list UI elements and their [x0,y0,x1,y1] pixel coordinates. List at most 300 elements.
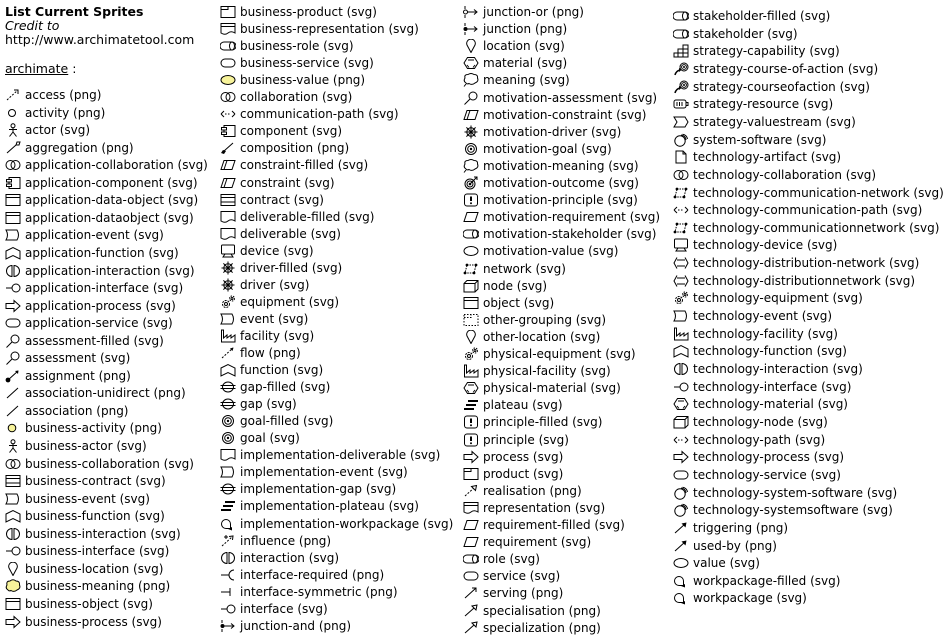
facility-icon [673,327,689,341]
collaboration-icon [5,158,21,172]
sprite-entry [673,62,878,76]
resource-icon [673,97,689,111]
sprite-label: technology-communication-network (svg) [693,185,944,200]
node-icon [463,279,479,293]
sprite-label: physical-equipment (svg) [483,347,636,361]
sprite-label: business-product (svg) [240,5,377,19]
sprite-entry [463,262,566,276]
sprite-label: stakeholder (svg) [693,26,798,41]
interface-icon [673,380,689,394]
sprite-label: representation (svg) [483,500,606,515]
sprite-entry [220,346,301,360]
sprite-entry [673,574,840,588]
sprite-label: business-object (svg) [25,596,153,611]
role-icon [220,39,236,53]
section-name: archimate [5,61,69,76]
sprite-label: physical-material (svg) [483,381,621,396]
function-icon [5,246,21,260]
gap-icon [220,482,236,496]
sprite-label: association (png) [25,403,129,418]
sprite-label: implementation-plateau (svg) [240,499,419,514]
component-icon [220,124,236,138]
sprite-entry [220,465,408,479]
sprite-entry [673,186,944,200]
sprite-label: application-interaction (svg) [25,263,195,278]
sprite-entry [220,534,331,548]
junction-and-icon [220,619,236,633]
sprite-label: function (svg) [240,363,324,378]
sprite-label: application-collaboration (svg) [25,158,208,173]
sprite-entry [673,80,870,94]
sprite-entry [673,380,851,394]
sprite-label: activity (png) [25,105,106,120]
workpackage-icon [673,591,689,605]
role-icon [463,552,479,566]
sprite-entry [673,521,788,535]
role-icon [463,227,479,241]
sprite-entry [673,221,939,235]
section-colon: : [68,61,77,76]
sprite-entry [463,398,563,412]
sprite-entry [463,381,621,395]
principle-icon [463,433,479,447]
sprite-entry [5,562,163,576]
sprite-entry [220,499,419,513]
outcome-icon [463,176,479,190]
sprite-label: deliverable (svg) [240,226,341,241]
sprite-entry [5,509,165,523]
sprite-entry [220,261,342,275]
sprite-entry [673,238,837,252]
sprite-entry [463,569,560,583]
interaction-icon [673,362,689,376]
sprite-entry [220,193,324,207]
sprite-label: motivation-driver (svg) [483,124,622,139]
sprite-label: technology-communicationnetwork (svg) [693,220,940,235]
sprite-label: business-actor (svg) [25,439,147,453]
sprite-label: business-service (svg) [240,56,374,71]
collaboration-icon [5,457,21,471]
sprite-label: event (svg) [240,311,309,326]
sprite-label: collaboration (svg) [240,90,353,105]
sprite-entry [220,363,323,377]
sprite-entry [5,246,179,260]
triggering-icon [673,539,689,553]
sprite-entry [673,591,807,605]
requirement-icon [463,210,479,224]
sprite-entry [220,414,333,428]
valuestream-icon [673,115,689,129]
principle-icon [463,415,479,429]
sprite-label: technology-facility (svg) [693,326,838,341]
sprite-entry [220,278,309,292]
course-of-action-icon [673,62,689,76]
sprite-label: motivation-meaning (svg) [483,158,639,173]
sprite-label: goal (svg) [240,431,300,446]
interface-symmetric-icon [220,585,236,599]
sprite-entry [220,244,314,258]
sprite-entry [220,312,308,326]
sprite-label: facility (svg) [240,328,315,343]
sprite-label: implementation-event (svg) [240,465,408,480]
sprite-label: business-event (svg) [25,491,150,506]
sprite-entry [220,90,352,104]
sprite-label: assessment-filled (svg) [25,333,164,348]
gap-icon [220,380,236,394]
sprite-entry [463,518,625,532]
sprite-label: aggregation (png) [25,140,134,155]
sprite-entry [463,450,563,464]
sprite-entry [673,97,833,111]
component-icon [5,176,21,190]
sprite-label: technology-process (svg) [693,450,845,465]
sprite-label: constraint (svg) [240,175,335,190]
sprite-label: application-dataobject (svg) [25,210,194,225]
sprite-entry [463,159,639,173]
material-icon [463,56,479,70]
sprite-entry [220,73,365,87]
sprite-label: technology-systemsoftware (svg) [693,503,893,518]
capability-icon [673,44,689,58]
sprite-label: technology-node (svg) [693,414,828,429]
function-icon [673,344,689,358]
role-icon [673,9,689,23]
process-arrow-icon [5,615,21,629]
sprite-label: process (svg) [483,449,564,464]
composition-icon [220,141,236,155]
sprite-entry [463,501,605,515]
sprite-label: object (svg) [483,295,555,310]
sprite-label: triggering (png) [693,520,789,535]
sprite-entry [5,281,183,295]
equipment-gear-icon [673,291,689,305]
sprite-entry [220,568,384,582]
credit-text: Credit to [5,18,60,33]
sprite-entry [220,431,300,445]
sprite-label: application-service (svg) [25,316,173,331]
sprite-label: requirement-filled (svg) [483,518,625,532]
contract-icon [220,193,236,207]
sprite-entry [5,158,208,172]
sprite-label: application-process (svg) [25,298,176,313]
sprite-label: business-location (svg) [25,561,164,576]
sprite-entry [673,397,848,411]
sprite-entry [463,193,638,207]
sprite-label: technology-interaction (svg) [693,362,863,376]
sprite-entry [463,227,656,241]
product-icon [220,5,236,19]
sprite-entry [673,27,798,41]
sprite-entry [673,133,826,147]
sprite-label: access (png) [25,88,102,102]
facility-icon [463,364,479,378]
meaning-icon [463,159,479,173]
sprite-label: business-collaboration (svg) [25,456,194,471]
sprite-entry [220,107,399,121]
sprite-label: principle-filled (svg) [483,415,603,430]
goal-icon [220,431,236,445]
collaboration-icon [673,168,689,182]
sprite-entry [5,228,164,242]
value-icon [463,244,479,258]
sprite-entry [220,602,328,616]
influence-icon [220,534,236,548]
sprite-label: physical-facility (svg) [483,364,611,379]
service-icon [673,468,689,482]
collaboration-icon [220,90,236,104]
interaction-icon [220,551,236,565]
sprite-label: gap (svg) [240,397,297,412]
sprite-label: material (svg) [483,56,568,71]
sprite-entry [5,351,130,365]
requirement-icon [463,535,479,549]
sprite-label: constraint-filled (svg) [240,158,369,173]
sprite-entry [673,256,919,270]
constraint-icon [220,176,236,190]
sprite-label: business-meaning (png) [25,579,171,594]
sprite-label: interaction (svg) [240,550,340,565]
sprite-label: used-by (png) [693,538,777,553]
sprite-entry [5,421,162,435]
sprite-entry [220,5,377,19]
sprite-entry [673,203,922,217]
event-icon [5,228,21,242]
sprite-entry [5,176,198,190]
sprite-entry [5,369,131,383]
sprite-label: device (svg) [240,243,314,258]
deliverable-icon [220,210,236,224]
access-arrow-icon [5,88,21,102]
network-icon [463,262,479,276]
sprite-entry [463,586,563,600]
representation-icon [220,22,236,36]
triggering-icon [673,521,689,535]
sprite-label: workpackage (svg) [693,591,807,606]
plateau-icon [220,499,236,513]
aggregation-icon [5,141,21,155]
location-icon [5,562,21,576]
equipment-gear-icon [463,347,479,361]
sprite-entry [5,123,90,137]
sprite-entry [5,316,173,330]
function-icon [5,509,21,523]
sprite-entry [220,329,314,343]
sprite-label: specialisation (png) [483,603,601,618]
sprite-entry [5,334,164,348]
sprite-entry [463,73,570,87]
workpackage-icon [673,574,689,588]
sprite-entry [220,482,396,496]
sprite-entry [463,415,602,429]
sprite-label: technology-communication-path (svg) [693,203,923,218]
sprite-entry [220,448,440,462]
specialisation-icon [463,604,479,618]
service-icon [5,316,21,330]
sprite-label: node (svg) [483,278,548,293]
data-object-icon [463,296,479,310]
interface-icon [220,602,236,616]
sprite-entry [463,279,547,293]
sprite-label: technology-service (svg) [693,467,841,482]
sprite-entry [463,142,612,156]
meaning-icon [463,73,479,87]
representation-icon [463,501,479,515]
communication-path-icon [673,433,689,447]
sprite-entry [5,457,194,471]
activity-circle-icon [5,106,21,120]
sprite-label: business-value (png) [240,73,366,88]
device-icon [673,238,689,252]
sprite-entry [5,299,176,313]
sprite-entry [673,309,832,323]
sprite-entry [220,551,339,565]
sprite-label: driver (svg) [240,277,310,292]
junction-and-icon [463,22,479,36]
system-software-icon [673,503,689,517]
sprite-label: technology-equipment (svg) [693,291,863,306]
product-icon [463,467,479,481]
sprite-entry [463,22,567,36]
sprite-label: technology-distribution-network (svg) [693,256,920,271]
sprite-entry [463,535,591,549]
sprite-label: gap-filled (svg) [240,380,331,395]
sprite-label: component (svg) [240,124,343,139]
sprite-label: business-interaction (svg) [25,526,181,541]
credit-url: http://www.archimatetool.com [5,32,195,47]
sprite-entry [673,150,841,164]
driver-icon [463,125,479,139]
workpackage-icon [220,517,236,531]
assessment-icon [5,351,21,365]
sprite-label: business-contract (svg) [25,474,166,489]
sprite-entry [673,44,840,58]
material-icon [673,397,689,411]
value-icon [673,556,689,570]
grouping-icon [463,313,479,327]
sprite-label: motivation-assessment (svg) [483,90,658,105]
sprite-label: motivation-principle (svg) [483,193,638,208]
junction-or-icon [463,5,479,19]
system-software-icon [673,133,689,147]
sprite-label: implementation-deliverable (svg) [240,448,441,463]
sprite-entry [463,296,554,310]
sprite-entry [463,56,567,70]
sprite-entry [220,176,335,190]
constraint-icon [463,108,479,122]
sprite-entry [463,5,584,19]
sprite-label: motivation-stakeholder (svg) [483,227,657,242]
sprite-label: technology-event (svg) [693,309,833,324]
driver-icon [220,278,236,292]
process-arrow-icon [463,450,479,464]
sprite-label: stakeholder-filled (svg) [693,9,831,23]
deliverable-icon [220,448,236,462]
artifact-icon [673,150,689,164]
event-icon [5,492,21,506]
sprite-entry [5,88,101,102]
sprite-label: implementation-workpackage (svg) [240,516,454,531]
gap-icon [220,397,236,411]
sprite-label: deliverable-filled (svg) [240,209,375,224]
sprite-entry [5,211,194,225]
location-icon [463,39,479,53]
distribution-network-icon [673,256,689,270]
sprite-label: application-data-object (svg) [25,193,199,208]
driver-icon [220,261,236,275]
sprite-entry [220,585,398,599]
sprite-entry [220,124,342,138]
data-object-icon [5,193,21,207]
sprite-entry [463,484,582,498]
sprite-entry [673,433,825,447]
sprite-label: influence (png) [240,533,332,548]
sprite-label: application-interface (svg) [25,281,184,296]
sprite-entry [5,193,198,207]
sprite-label: strategy-capability (svg) [693,44,840,59]
constraint-icon [220,158,236,172]
sprite-entry [463,210,660,224]
sprite-entry [673,503,893,517]
sprite-entry [220,227,341,241]
sprite-label: driver-filled (svg) [240,260,343,275]
sprite-entry [5,386,186,400]
data-object-icon [5,211,21,225]
sprite-label: principle (svg) [483,432,569,447]
sprite-label: strategy-resource (svg) [693,97,834,112]
sprite-entry [673,115,856,129]
role-icon [673,27,689,41]
sprite-entry [220,517,453,531]
sprite-label: plateau (svg) [483,398,563,413]
sprite-label: other-location (svg) [483,329,601,344]
sprite-entry [673,468,841,482]
interaction-icon [5,264,21,278]
plateau-icon [463,398,479,412]
sprite-entry [463,347,636,361]
interaction-icon [5,527,21,541]
contract-icon [5,474,21,488]
sprite-entry [463,552,540,566]
sprite-label: motivation-constraint (svg) [483,107,647,122]
sprite-entry [5,579,170,593]
sprite-entry [5,439,147,453]
function-icon [220,363,236,377]
section-heading [5,61,76,76]
assessment-icon [5,334,21,348]
sprite-label: service (svg) [483,569,561,584]
actor-icon [5,123,21,137]
sprite-entry [5,141,134,155]
association-line-icon [5,386,21,400]
sprite-label: communication-path (svg) [240,107,399,122]
assignment-icon [5,369,21,383]
interface-icon [5,544,21,558]
requirement-icon [463,518,479,532]
sprite-label: application-component (svg) [25,175,198,190]
sprite-label: contract (svg) [240,192,324,207]
sprite-label: junction-and (png) [240,618,352,633]
sprite-label: specialization (png) [483,620,601,635]
sprite-entry [220,56,374,70]
sprite-entry [5,597,153,611]
sprite-entry [220,210,374,224]
sprite-entry [673,9,830,23]
sprite-label: application-event (svg) [25,228,164,243]
device-icon [220,244,236,258]
sprite-entry [463,39,565,53]
interface-icon [5,281,21,295]
sprite-label: realisation (png) [483,483,582,498]
